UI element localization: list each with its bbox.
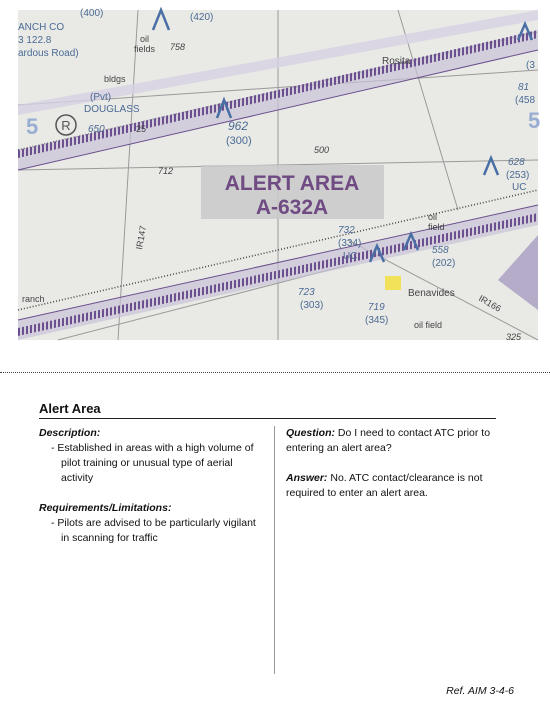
label-732: 732 [338, 225, 355, 236]
reference: Ref. AIM 3-4-6 [446, 685, 514, 697]
label-5-right: 5 [528, 108, 541, 133]
label-81: 81 [518, 82, 530, 93]
label-ir147: IR147 [134, 224, 149, 251]
label-uc1: UC [512, 182, 527, 193]
label-fields: fields [134, 44, 156, 54]
card-title: Alert Area [39, 401, 101, 416]
column-rule [274, 426, 275, 674]
label-field2: field [428, 222, 445, 232]
alert-area-line1: ALERT AREA [224, 172, 360, 195]
label-345: (345) [365, 315, 389, 326]
r-label: R [61, 118, 71, 133]
requirements-text: - Pilots are advised to be particularly vigilant in scanning for traffic [51, 517, 256, 544]
label-420: (420) [190, 12, 214, 23]
label-719: 719 [368, 302, 385, 313]
label-oil1: oil [140, 34, 150, 44]
title-rule [39, 418, 496, 419]
label-douglass: DOUGLASS [84, 104, 140, 115]
label-650: 650 [88, 124, 105, 135]
answer-text: No. ATC contact/clearance is not required to enter an alert area. [286, 472, 483, 499]
question-block [286, 426, 491, 456]
label-oilfield: oil field [414, 320, 443, 330]
label-anch: ANCH CO [18, 22, 65, 33]
label-712: 712 [158, 166, 174, 176]
label-500: 500 [314, 145, 330, 155]
label-558: 558 [432, 245, 449, 256]
label-325: 325 [506, 332, 522, 342]
question-label: Question: [286, 427, 335, 439]
answer-label: Answer: [286, 472, 328, 484]
airport-symbol [385, 276, 401, 290]
description-text: - Established in areas with a high volume of pilot training or unusual type of aerial activity [51, 442, 254, 484]
label-758: 758 [170, 42, 186, 52]
label-benavides: Benavides [408, 288, 455, 299]
label-400: (400) [80, 8, 104, 19]
label-rosita: Rosita [382, 56, 411, 67]
label-uc2: UC [343, 251, 358, 262]
label-962: 962 [228, 119, 249, 133]
label-303: (303) [300, 300, 324, 311]
label-oil2: oil [428, 212, 438, 222]
answer-block [286, 471, 491, 501]
label-202: (202) [432, 258, 456, 269]
label-628: 628 [508, 157, 525, 168]
sectional-chart-graphic [18, 8, 541, 342]
label-3: (3 [526, 60, 535, 71]
label-253: (253) [506, 170, 530, 181]
requirements-label: Requirements/Limitations: [39, 502, 172, 514]
sectional-chart-map [18, 8, 541, 342]
left-column [39, 426, 264, 546]
label-road: ardous Road) [18, 48, 79, 59]
label-bldgs: bldgs [104, 74, 126, 84]
question-text: Do I need to contact ATC prior to entering an alert area? [286, 427, 491, 454]
label-458: (458 [515, 95, 536, 106]
label-723: 723 [298, 287, 315, 298]
description-label: Description: [39, 427, 101, 439]
label-ir166: IR166 [477, 293, 503, 314]
label-25: 25 [136, 124, 147, 134]
map-label-5: 5 [26, 114, 39, 139]
label-pvt: (Pvt) [90, 92, 112, 103]
right-column [286, 426, 491, 501]
label-334: (334) [338, 238, 362, 249]
label-300: (300) [226, 135, 252, 147]
label-ranch: ranch [22, 294, 45, 304]
section-divider [0, 372, 550, 373]
label-freq: 3 122.8 [18, 35, 52, 46]
alert-area-line2: A-632A [255, 196, 329, 219]
restricted-area [498, 235, 538, 310]
